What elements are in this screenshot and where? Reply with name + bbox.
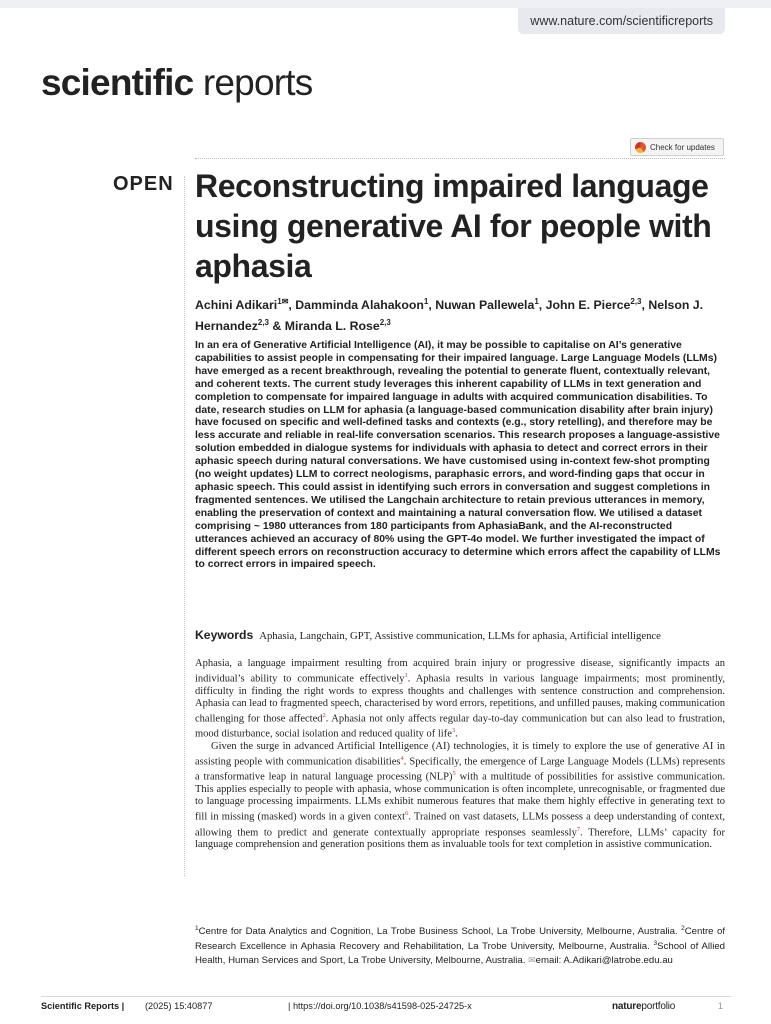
author-affiliation-ref: 1	[277, 297, 282, 306]
author-name[interactable]: Achini Adikari	[195, 298, 278, 313]
affiliation-text: Centre for Data Analytics and Cognition, La Trobe Business School, La Trobe University, Melbourne, Australia.	[198, 926, 682, 938]
body-text: . Trained on vast datasets, LLMs possess a deep understanding of context, allowing them to predict and generate contextually appropriate responses seamlessly	[195, 811, 725, 839]
logo-light-text: reports	[193, 62, 313, 103]
body-text: . Specifically, the emergence of Large Language Models (LLMs) represents a transformative leap in natural language processing (NLP)	[195, 756, 726, 783]
journal-url[interactable]: www.nature.com/scientificreports	[518, 8, 725, 34]
author-name[interactable]: Nelson J. Hernandez	[195, 298, 704, 334]
email-icon[interactable]: ✉	[281, 297, 289, 306]
citation-ref[interactable]: 2	[322, 711, 326, 719]
top-bar	[0, 0, 771, 8]
body-paragraph	[195, 658, 725, 741]
body-text: with a multitude of possibilities for assistive communication. This applies especially to people with aphasia, whose communication is often incomplete, unrecognisable, or fragmented due to language processing impairments. LLMs exhibit numerous features that make them highly effective in generating text to fill in missing (masked) words in a given context	[195, 771, 725, 823]
author-list	[195, 293, 715, 335]
author-name[interactable]: Nuwan Pallewela	[435, 298, 535, 313]
article-title: Reconstructing impaired language using generative AI for people with aphasia	[195, 168, 712, 284]
author-name[interactable]: Miranda L. Rose	[284, 319, 380, 334]
author-affiliation-ref: 1	[534, 297, 539, 306]
citation-ref[interactable]: 1	[404, 672, 408, 680]
author-separator: ,	[288, 298, 296, 313]
body-text: Given the surge in advanced Artificial Intelligence (AI) technologies, it is timely to explore the use of generative AI in assisting people with communication disabilities	[195, 740, 725, 768]
body-text: .	[455, 728, 458, 740]
keywords	[195, 628, 725, 642]
citation-ref[interactable]: 7	[576, 825, 581, 833]
author-affiliation-ref: 1	[423, 297, 429, 306]
author-affiliation-ref: 2,3	[630, 297, 642, 306]
header-divider	[195, 158, 725, 159]
body-text: . Therefore, LLMs’ capacity for language comprehension and generation positions them as invaluable tools for text completion in assistive communication.	[195, 827, 725, 851]
author-affiliation-ref: 2,3	[379, 318, 391, 328]
abstract: In an era of Generative Artificial Intelligence (AI), it may be possible to capitalise on AI’s generative capabilities to assist people in compensating for their impaired language. Large Language Models (LLMs) have emerged as a recent breakthrough, revealing the potential to generate fluent, contextually relevant, and coherent texts. The current study leverages this inherent capability of LLMs in text generation and completion to compensate for impaired language in adults with acquired communication disabilities. To date, research studies on LLM for aphasia (a language-based communication disability after brain injury) have focused on specific and well-defined tasks and contexts (e.g., story retelling), and therefore may be less accurate and reliable in real-life conversation scenarios. This research proposes a language-assistive solution embedded in dialogue systems for individuals with aphasia to detect and correct errors in their aphasic speech during natural conversations. We have customised using in-context few-shot prompting (no weight updates) LLM to correct neologisms, paraphasic errors, and word-finding gaps that occur in aphasic speech. This could assist in identifying such errors in conversation and suggest completions in fragmented sentences. We utilised the Langchain architecture to retain previous utterances in memory, enabling the preservation of context and maintaining a natural conversation flow. We utilised a dataset comprising ~ 1980 utterances from 180 participants from AphasiaBank, and the AI-reconstructed utterances achieved an accuracy of 80% using the GPT-4o model. We further investigated the impact of different speech errors on reconstruction accuracy to determine which errors affect the capability of LLMs to correct errors in impaired speech.	[195, 340, 721, 571]
footer-doi-link[interactable]: | https://doi.org/10.1038/s41598-025-24725-x	[288, 1001, 472, 1011]
affiliation-number: 3	[653, 940, 658, 948]
logo-bold-text: scientific	[41, 62, 194, 103]
citation-ref[interactable]: 5	[452, 770, 456, 778]
author-name[interactable]: John E. Pierce	[545, 298, 631, 313]
affiliation-text: School of Allied Health, Human Services and Sport, La Trobe University, Melbourne, Australia.	[195, 941, 725, 966]
email-link[interactable]: A.Adikari@latrobe.edu.au	[563, 954, 673, 966]
crossmark-icon	[635, 142, 646, 153]
author-separator: ,	[641, 298, 649, 313]
author-name[interactable]: Damminda Alahakoon	[295, 298, 424, 313]
citation-ref[interactable]: 6	[405, 810, 409, 818]
body-text: . Aphasia results in various language impairments; most prominently, difficulty in finding the right words to express thoughts and challenges with sentence construction and comprehension. Aphasia can lead to fragmented speech, characterised by word errors, repetitions, and unfilled pauses, making communication challenging for those affected	[195, 673, 725, 725]
footer-volume: (2025) 15:40877	[145, 1001, 213, 1011]
page-footer	[41, 1001, 731, 1015]
footer-divider	[41, 996, 731, 997]
footer-journal: Scientific Reports |	[41, 1001, 125, 1011]
author-separator: ,	[538, 298, 546, 313]
brand-bold: nature	[612, 1001, 642, 1012]
keywords-label: Keywords	[195, 628, 254, 642]
column-rule	[184, 176, 185, 876]
keywords-list: Aphasia, Langchain, GPT, Assistive communication, LLMs for aphasia, Artificial intelligence	[259, 630, 661, 642]
affiliation-text: Centre of Research Excellence in Aphasia Recovery and Rehabilitation, La Trobe University, Melbourne, Australia.	[195, 926, 725, 953]
author-affiliation-ref: 2,3	[257, 318, 269, 328]
citation-ref[interactable]: 3	[451, 727, 456, 735]
check-for-updates-button[interactable]	[630, 138, 724, 156]
check-for-updates-label: Check for updates	[650, 142, 715, 152]
email-label: email:	[535, 954, 564, 966]
page-number: 1	[717, 1001, 723, 1011]
citation-ref[interactable]: 4	[400, 754, 404, 762]
author-separator: &	[269, 319, 285, 334]
journal-logo	[41, 62, 312, 104]
affiliation-number: 1	[195, 925, 199, 932]
open-access-label: OPEN	[113, 173, 174, 195]
nature-portfolio-logo	[612, 1001, 675, 1012]
body-paragraph	[195, 741, 725, 851]
affiliations	[195, 923, 725, 967]
author-separator: ,	[428, 298, 436, 313]
brand-light: portfolio	[641, 1001, 676, 1012]
affiliation-number: 2	[681, 925, 685, 932]
article-body	[195, 658, 725, 851]
body-text: Aphasia, a language impairment resulting from acquired brain injury or progressive disease, significantly impacts an individual’s ability to communicate effectively	[195, 658, 725, 685]
body-text: . Aphasia not only affects regular day-to-day communication but can also lead to frustration, mood disturbance, social isolation and reduced quality of life	[195, 713, 725, 740]
envelope-icon: ✉	[528, 954, 536, 965]
